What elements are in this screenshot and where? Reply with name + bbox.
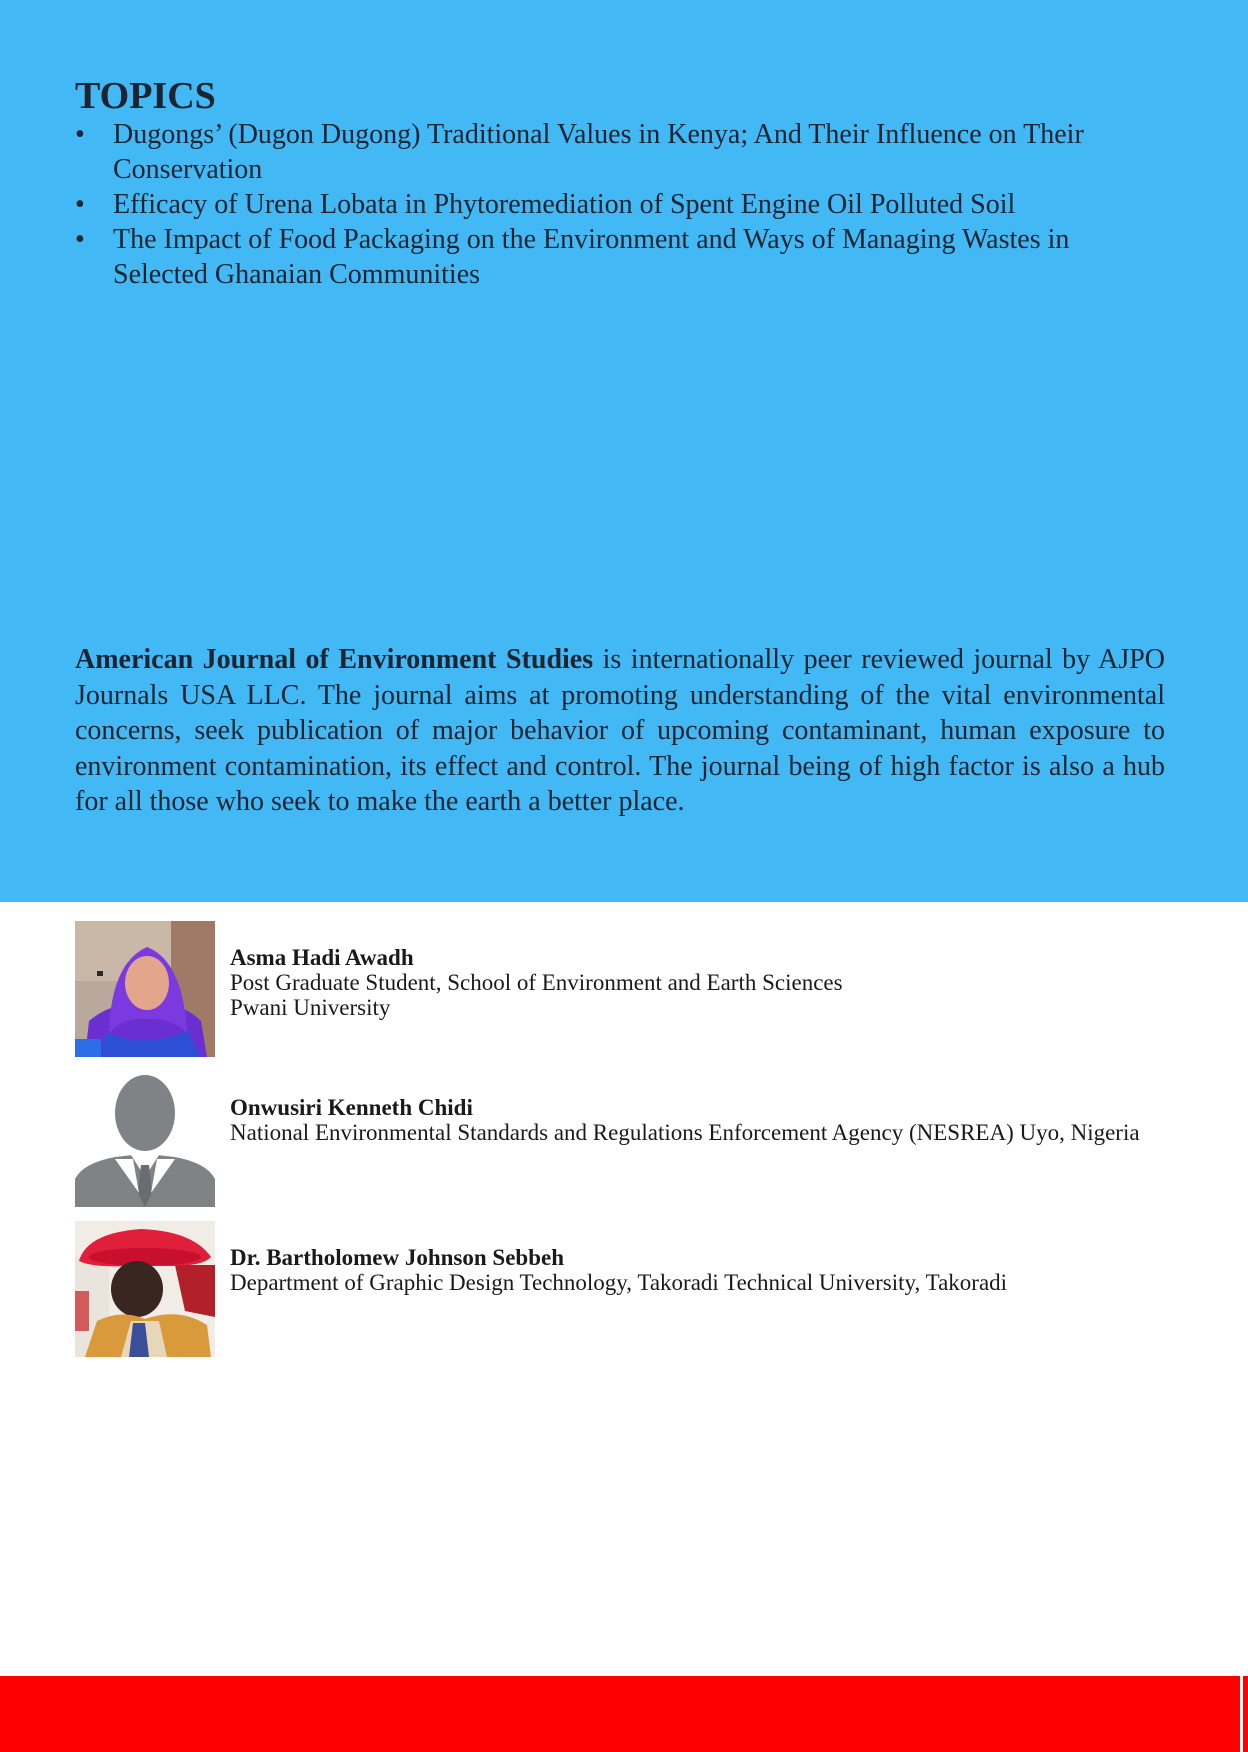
author-institution: Pwani University <box>230 995 391 1020</box>
bullet-icon: • <box>75 119 85 150</box>
author-info <box>230 1095 1180 1145</box>
author-name: Dr. Bartholomew Johnson Sebbeh <box>230 1245 564 1270</box>
topic-text: Dugongs’ (Dugon Dugong) Traditional Values in Kenya; And Their Influence on Their Conservation <box>113 119 1084 185</box>
author-name: Onwusiri Kenneth Chidi <box>230 1095 473 1120</box>
topics-list <box>75 117 1135 292</box>
author-photo <box>75 921 215 1057</box>
author-affiliation: Post Graduate Student, School of Environment and Earth Sciences <box>230 970 843 995</box>
author-affiliation: Department of Graphic Design Technology, Takoradi Technical University, Takoradi <box>230 1270 1008 1295</box>
author-card <box>75 921 1175 1057</box>
bullet-icon: • <box>75 189 85 220</box>
author-card <box>75 1071 1175 1207</box>
footer-band <box>0 1676 1240 1752</box>
topic-item <box>75 222 1135 292</box>
author-info <box>230 945 1180 1020</box>
topic-item <box>75 117 1135 187</box>
journal-description-text: is internationally peer reviewed journal by AJPO Journals USA LLC. The journal aims at promoting understanding of the vital environmental concerns, seek publication of major behavior of upcoming contaminant, human exposure to environment contamination, its effect and control. The journal being of high factor is also a hub for all those who seek to make the earth a better place. <box>75 644 1166 817</box>
author-info <box>230 1245 1180 1295</box>
journal-name: American Journal of Environment Studies <box>75 644 594 675</box>
author-photo <box>75 1221 215 1357</box>
author-name: Asma Hadi Awadh <box>230 945 414 970</box>
topics-heading: TOPICS <box>75 75 216 117</box>
topic-text: The Impact of Food Packaging on the Environment and Ways of Managing Wastes in Selected Ghanaian Communities <box>113 224 1070 290</box>
topic-item <box>75 187 1135 222</box>
journal-description <box>75 642 1165 820</box>
person-silhouette-icon <box>75 1071 215 1207</box>
author-card <box>75 1221 1175 1357</box>
footer-band-edge <box>1241 1676 1248 1752</box>
topic-text: Efficacy of Urena Lobata in Phytoremediation of Spent Engine Oil Polluted Soil <box>113 189 1016 220</box>
bullet-icon: • <box>75 224 85 255</box>
author-affiliation: National Environmental Standards and Regulations Enforcement Agency (NESREA) Uyo, Nigeria <box>230 1120 1140 1145</box>
